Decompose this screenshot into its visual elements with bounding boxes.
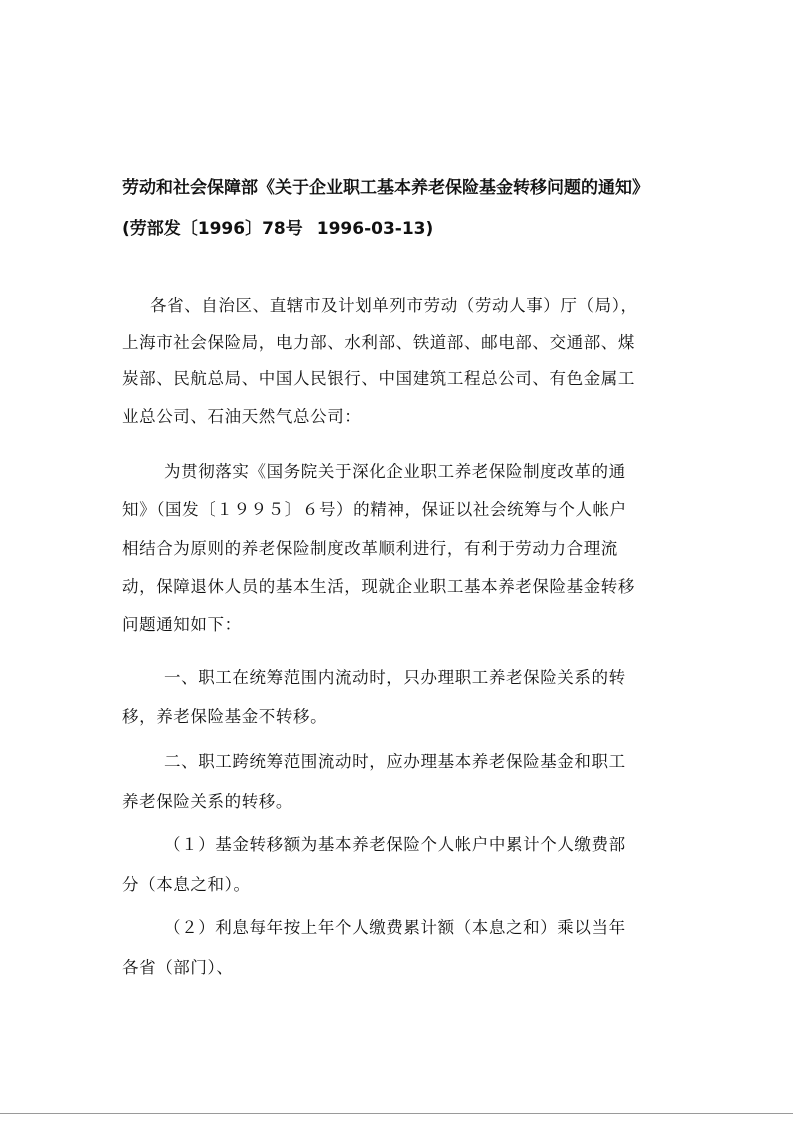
- text-line: 养老保险关系的转移。: [122, 792, 293, 811]
- text-line: 二、职工跨统筹范围流动时，应办理基本养老保险基金和职工: [164, 752, 626, 771]
- text-line: 分（本息之和）。: [122, 875, 251, 894]
- page-bottom-divider: [0, 1113, 793, 1114]
- text-line: 各省、自治区、直辖市及计划单列市劳动（劳动人事）厅（局），: [150, 296, 638, 315]
- text-line: （２）利息每年按上年个人缴费累计额（本息之和）乘以当年: [164, 918, 626, 937]
- document-title: 劳动和社会保障部《关于企业职工基本养老保险基金转移问题的通知》: [122, 178, 649, 198]
- document-reference: [122, 217, 702, 241]
- text-line: 为贯彻落实《国务院关于深化企业职工养老保险制度改革的通: [164, 462, 626, 481]
- text-line: 动，保障退休人员的基本生活，现就企业职工基本养老保险基金转移: [122, 577, 635, 596]
- text-line: 业总公司、石油天然气总公司：: [122, 407, 362, 426]
- text-line: 炭部、民航总局、中国人民银行、中国建筑工程总公司、有色金属工: [122, 369, 635, 388]
- text-line: 相结合为原则的养老保险制度改革顺利进行，有利于劳动力合理流: [122, 539, 618, 558]
- text-line: 一、职工在统筹范围内流动时，只办理职工养老保险关系的转: [164, 668, 626, 687]
- text-line: 移，养老保险基金不转移。: [122, 707, 328, 726]
- text-line: （１）基金转移额为基本养老保险个人帐户中累计个人缴费部: [164, 835, 626, 854]
- text-line: 知》（国发〔１９９５〕６号）的精神，保证以社会统筹与个人帐户: [122, 500, 627, 519]
- text-line: 上海市社会保险局，电力部、水利部、铁道部、邮电部、交通部、煤: [122, 333, 635, 352]
- document-number: (劳部发〔1996〕78号: [122, 219, 303, 239]
- text-line: 各省（部门）、: [122, 958, 234, 977]
- text-line: 问题通知如下：: [122, 615, 242, 634]
- document-date: 1996-03-13): [316, 219, 434, 239]
